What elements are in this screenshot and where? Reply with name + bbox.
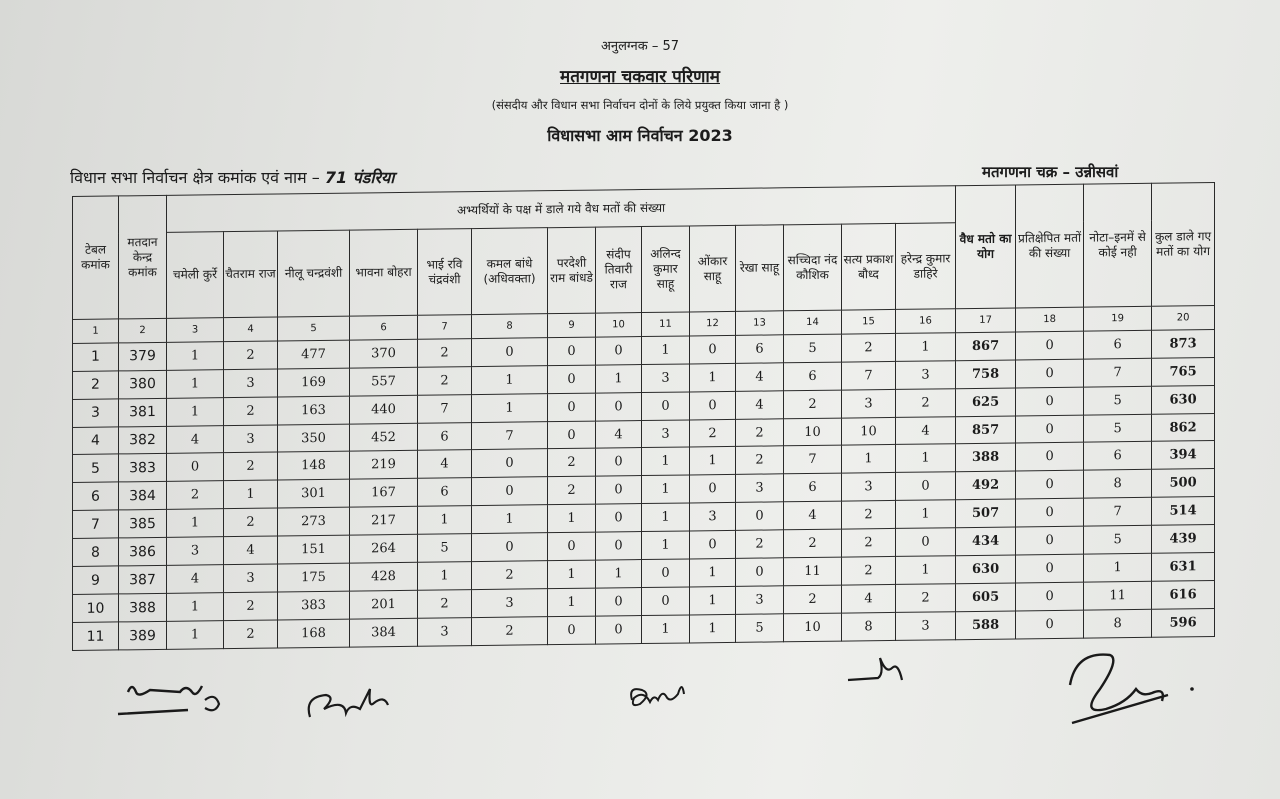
cell-rejected: 0 (1016, 610, 1084, 639)
cell-candidate-votes: 2 (842, 529, 896, 558)
cell-candidate-votes: 0 (548, 532, 596, 561)
cell-candidate-votes: 0 (548, 393, 596, 422)
cell-table-no: 7 (73, 510, 119, 538)
cell-candidate-votes: 1 (472, 505, 548, 534)
column-number: 12 (690, 311, 736, 335)
cell-candidate-votes: 2 (472, 617, 548, 646)
cell-grand-total: 394 (1152, 441, 1215, 470)
cell-candidate-votes: 4 (596, 420, 642, 448)
cell-candidate-votes: 3 (642, 364, 690, 393)
cell-candidate-votes: 1 (596, 560, 642, 588)
cell-rejected: 0 (1016, 471, 1084, 500)
column-number: 8 (472, 314, 548, 339)
cell-candidate-votes: 148 (278, 452, 350, 481)
cell-candidate-votes: 4 (896, 416, 956, 445)
header-candidate: सच्चिदा नंद कौशिक (784, 224, 842, 311)
cell-candidate-votes: 2 (472, 561, 548, 590)
cell-candidate-votes: 0 (596, 392, 642, 420)
cell-candidate-votes: 1 (167, 593, 224, 622)
cell-candidate-votes: 0 (596, 448, 642, 476)
cell-candidate-votes: 0 (472, 449, 548, 478)
document-subtitle: (संसदीय और विधान सभा निर्वाचन दोनों के लिये प्रयुक्त किया जाना है ) (491, 98, 789, 112)
cell-valid-total: 630 (956, 555, 1016, 584)
cell-candidate-votes: 1 (896, 332, 956, 361)
cell-candidate-votes: 1 (896, 444, 956, 473)
header-candidate: भाई रवि चंद्रवंशी (418, 229, 472, 316)
cell-candidate-votes: 2 (418, 338, 472, 367)
constituency-value: 71 पंडरिया (324, 168, 395, 187)
cell-candidate-votes: 3 (896, 360, 956, 389)
election-title: विधासभा आम निर्वाचन 2023 (547, 126, 733, 145)
cell-candidate-votes: 151 (278, 535, 350, 564)
header-valid-total: वैध मतो का योग (956, 185, 1016, 309)
cell-nota: 7 (1084, 358, 1152, 387)
cell-candidate-votes: 1 (167, 509, 224, 538)
cell-candidate-votes: 0 (472, 337, 548, 366)
cell-candidate-votes: 3 (642, 420, 690, 449)
cell-nota: 7 (1084, 498, 1152, 527)
cell-nota: 8 (1084, 470, 1152, 499)
cell-candidate-votes: 4 (736, 363, 784, 392)
header-candidate: परदेशी राम बांधडे (548, 227, 596, 314)
cell-candidate-votes: 3 (418, 618, 472, 647)
column-number: 1 (73, 319, 119, 343)
cell-candidate-votes: 1 (896, 556, 956, 585)
cell-candidate-votes: 3 (167, 537, 224, 566)
cell-candidate-votes: 452 (350, 423, 418, 452)
cell-candidate-votes: 1 (548, 504, 596, 533)
cell-valid-total: 857 (956, 416, 1016, 445)
cell-nota: 6 (1084, 442, 1152, 471)
column-number: 20 (1152, 306, 1215, 331)
cell-candidate-votes: 201 (350, 590, 418, 619)
cell-nota: 11 (1084, 581, 1152, 610)
cell-grand-total: 631 (1152, 553, 1215, 582)
cell-table-no: 3 (73, 399, 119, 427)
cell-nota: 8 (1084, 609, 1152, 638)
cell-candidate-votes: 2 (690, 419, 736, 447)
cell-candidate-votes: 3 (690, 503, 736, 531)
cell-valid-total: 605 (956, 583, 1016, 612)
cell-table-no: 6 (73, 482, 119, 510)
cell-booth-no: 380 (119, 370, 167, 399)
cell-candidate-votes: 0 (690, 475, 736, 503)
signature-1 (110, 670, 250, 730)
cell-valid-total: 625 (956, 388, 1016, 417)
cell-candidate-votes: 3 (224, 425, 278, 454)
cell-candidate-votes: 6 (418, 478, 472, 507)
cell-candidate-votes: 167 (350, 479, 418, 508)
column-number: 2 (119, 318, 167, 342)
cell-valid-total: 507 (956, 499, 1016, 528)
cell-candidate-votes: 1 (642, 475, 690, 504)
cell-candidate-votes: 3 (736, 586, 784, 615)
header-candidate: नीलू चन्द्रवंशी (278, 230, 350, 317)
cell-rejected: 0 (1016, 387, 1084, 416)
header-booth-no: मतदान केन्द्र कमांक (119, 195, 167, 319)
cell-candidate-votes: 0 (596, 616, 642, 645)
header-table-no: टेबल कमांक (73, 196, 119, 320)
cell-valid-total: 388 (956, 443, 1016, 472)
header-candidate: संदीप तिवारी राज (596, 227, 642, 314)
cell-candidate-votes: 2 (224, 452, 278, 481)
column-number: 9 (548, 313, 596, 337)
cell-candidate-votes: 2 (224, 397, 278, 426)
cell-table-no: 5 (73, 454, 119, 482)
cell-candidate-votes: 11 (784, 557, 842, 586)
cell-candidate-votes: 1 (548, 560, 596, 589)
cell-candidate-votes: 1 (690, 447, 736, 475)
cell-candidate-votes: 0 (596, 504, 642, 532)
cell-booth-no: 383 (119, 454, 167, 483)
cell-grand-total: 514 (1152, 497, 1215, 526)
cell-candidate-votes: 383 (278, 591, 350, 620)
cell-candidate-votes: 1 (642, 615, 690, 644)
cell-candidate-votes: 0 (472, 477, 548, 506)
column-number: 17 (956, 308, 1016, 333)
cell-candidate-votes: 219 (350, 451, 418, 480)
cell-candidate-votes: 2 (736, 418, 784, 447)
cell-valid-total: 492 (956, 471, 1016, 500)
cell-candidate-votes: 1 (167, 397, 224, 426)
cell-candidate-votes: 6 (736, 335, 784, 364)
constituency-line (70, 166, 394, 188)
cell-candidate-votes: 1 (690, 614, 736, 643)
cell-candidate-votes: 4 (418, 450, 472, 479)
cell-candidate-votes: 7 (784, 446, 842, 475)
cell-candidate-votes: 3 (842, 473, 896, 502)
cell-candidate-votes: 2 (842, 333, 896, 362)
cell-candidate-votes: 1 (548, 588, 596, 617)
cell-booth-no: 379 (119, 342, 167, 371)
cell-rejected: 0 (1016, 554, 1084, 583)
cell-nota: 1 (1084, 553, 1152, 582)
header-candidate: चमेली कुर्रे (167, 232, 224, 319)
header-candidate: भावना बोहरा (350, 229, 418, 316)
column-number: 6 (350, 315, 418, 340)
cell-candidate-votes: 10 (784, 418, 842, 447)
cell-table-no: 2 (73, 371, 119, 399)
signature-2 (300, 672, 430, 732)
cell-candidate-votes: 2 (736, 446, 784, 475)
header-candidate: चैतराम राज (224, 231, 278, 318)
signature-5 (1050, 645, 1210, 735)
cell-booth-no: 381 (119, 398, 167, 427)
cell-booth-no: 384 (119, 482, 167, 511)
cell-candidate-votes: 7 (418, 394, 472, 423)
cell-candidate-votes: 2 (548, 449, 596, 478)
cell-nota: 6 (1084, 330, 1152, 359)
column-number: 16 (896, 309, 956, 334)
header-candidate: सत्य प्रकाश बौध्द (842, 223, 896, 310)
cell-candidate-votes: 2 (224, 341, 278, 370)
cell-grand-total: 862 (1152, 413, 1215, 442)
cell-candidate-votes: 1 (690, 559, 736, 587)
cell-nota: 5 (1084, 386, 1152, 415)
cell-candidate-votes: 2 (224, 620, 278, 649)
cell-candidate-votes: 0 (736, 502, 784, 531)
cell-candidate-votes: 168 (278, 619, 350, 648)
column-number: 18 (1016, 307, 1084, 332)
cell-booth-no: 387 (119, 566, 167, 595)
cell-table-no: 9 (73, 566, 119, 594)
cell-candidate-votes: 7 (842, 361, 896, 390)
cell-candidate-votes: 8 (842, 612, 896, 641)
cell-candidate-votes: 1 (642, 447, 690, 476)
cell-rejected: 0 (1016, 331, 1084, 360)
cell-candidate-votes: 350 (278, 424, 350, 453)
header-candidate: हरेन्द्र कुमार डाहिरे (896, 223, 956, 310)
cell-candidate-votes: 2 (736, 530, 784, 559)
cell-candidate-votes: 6 (418, 422, 472, 451)
header-candidate-votes-group: अभ्यर्थियों के पक्ष में डाले गये वैध मतों की संख्या (167, 186, 956, 233)
cell-candidate-votes: 1 (842, 445, 896, 474)
cell-candidate-votes: 5 (418, 534, 472, 563)
column-number: 19 (1084, 306, 1152, 331)
column-number: 11 (642, 312, 690, 336)
cell-candidate-votes: 4 (842, 585, 896, 614)
cell-valid-total: 867 (956, 332, 1016, 361)
signature-3 (620, 678, 710, 718)
cell-candidate-votes: 440 (350, 395, 418, 424)
cell-candidate-votes: 4 (167, 565, 224, 594)
header-candidate: रेखा साहू (736, 225, 784, 312)
cell-candidate-votes: 1 (690, 363, 736, 391)
header-rejected: प्रतिक्षेपित मतों की संख्या (1016, 184, 1084, 308)
column-number: 13 (736, 311, 784, 335)
header-nota: नोटा–इनमें से कोई नही (1084, 183, 1152, 307)
cell-candidate-votes: 2 (418, 590, 472, 619)
cell-candidate-votes: 7 (472, 421, 548, 450)
cell-candidate-votes: 0 (736, 558, 784, 587)
cell-candidate-votes: 0 (690, 391, 736, 419)
cell-candidate-votes: 370 (350, 339, 418, 368)
column-number: 14 (784, 310, 842, 334)
column-number: 7 (418, 315, 472, 339)
cell-candidate-votes: 0 (548, 365, 596, 394)
cell-grand-total: 765 (1152, 357, 1215, 386)
header-candidate: ओंकार साहू (690, 225, 736, 312)
cell-candidate-votes: 3 (736, 474, 784, 503)
cell-candidate-votes: 6 (784, 362, 842, 391)
cell-candidate-votes: 0 (548, 616, 596, 645)
cell-rejected: 0 (1016, 359, 1084, 388)
results-table (72, 182, 1215, 651)
column-number: 15 (842, 309, 896, 333)
cell-booth-no: 385 (119, 510, 167, 539)
cell-booth-no: 389 (119, 621, 167, 650)
cell-candidate-votes: 1 (167, 369, 224, 398)
cell-candidate-votes: 0 (642, 392, 690, 421)
header-candidate: कमल बांधे (अधिवक्ता) (472, 228, 548, 315)
cell-candidate-votes: 2 (224, 592, 278, 621)
header-grand-total: कुल डाले गए मतों का योग (1152, 183, 1215, 307)
cell-candidate-votes: 1 (642, 336, 690, 365)
cell-candidate-votes: 1 (472, 393, 548, 422)
cell-table-no: 11 (73, 622, 119, 651)
cell-booth-no: 386 (119, 538, 167, 567)
cell-candidate-votes: 1 (642, 531, 690, 560)
cell-candidate-votes: 264 (350, 535, 418, 564)
cell-candidate-votes: 0 (596, 588, 642, 616)
cell-candidate-votes: 0 (896, 472, 956, 501)
cell-candidate-votes: 0 (167, 453, 224, 482)
cell-candidate-votes: 0 (472, 533, 548, 562)
cell-candidate-votes: 2 (784, 529, 842, 558)
cell-candidate-votes: 0 (690, 335, 736, 363)
cell-candidate-votes: 3 (842, 389, 896, 418)
cell-candidate-votes: 2 (896, 388, 956, 417)
cell-booth-no: 382 (119, 426, 167, 455)
cell-grand-total: 596 (1152, 609, 1215, 638)
cell-candidate-votes: 3 (896, 612, 956, 641)
cell-booth-no: 388 (119, 593, 167, 622)
cell-candidate-votes: 5 (784, 334, 842, 363)
cell-grand-total: 616 (1152, 581, 1215, 610)
cell-candidate-votes: 301 (278, 480, 350, 509)
cell-candidate-votes: 2 (224, 508, 278, 537)
cell-rejected: 0 (1016, 526, 1084, 555)
cell-candidate-votes: 175 (278, 563, 350, 592)
cell-candidate-votes: 1 (418, 562, 472, 591)
cell-candidate-votes: 2 (842, 501, 896, 530)
counting-round: मतगणना चक्र – उन्नीसवां (982, 163, 1119, 181)
cell-candidate-votes: 1 (418, 506, 472, 535)
cell-table-no: 4 (73, 426, 119, 454)
cell-grand-total: 873 (1152, 329, 1215, 358)
cell-candidate-votes: 1 (167, 341, 224, 370)
cell-candidate-votes: 557 (350, 367, 418, 396)
cell-grand-total: 439 (1152, 525, 1215, 554)
cell-rejected: 0 (1016, 498, 1084, 527)
cell-candidate-votes: 4 (736, 390, 784, 419)
cell-valid-total: 434 (956, 527, 1016, 556)
cell-candidate-votes: 1 (690, 586, 736, 614)
cell-candidate-votes: 2 (167, 481, 224, 510)
document-title: मतगणना चकवार परिणाम (560, 67, 720, 87)
cell-candidate-votes: 273 (278, 507, 350, 536)
cell-candidate-votes: 217 (350, 507, 418, 536)
annexure-label: अनुलग्नक – 57 (600, 39, 680, 54)
cell-grand-total: 630 (1152, 385, 1215, 414)
cell-candidate-votes: 6 (784, 473, 842, 502)
header-candidate: अलिन्द कुमार साहू (642, 226, 690, 313)
cell-candidate-votes: 2 (784, 585, 842, 614)
cell-candidate-votes: 0 (596, 476, 642, 504)
cell-candidate-votes: 0 (596, 336, 642, 364)
column-number: 3 (167, 318, 224, 342)
cell-candidate-votes: 0 (896, 528, 956, 557)
cell-candidate-votes: 5 (736, 614, 784, 643)
cell-candidate-votes: 163 (278, 396, 350, 425)
cell-candidate-votes: 0 (548, 421, 596, 450)
cell-candidate-votes: 1 (472, 365, 548, 394)
cell-candidate-votes: 384 (350, 618, 418, 647)
cell-candidate-votes: 1 (167, 621, 224, 650)
cell-candidate-votes: 2 (548, 476, 596, 505)
cell-candidate-votes: 428 (350, 562, 418, 591)
cell-candidate-votes: 0 (690, 531, 736, 559)
cell-candidate-votes: 2 (842, 557, 896, 586)
cell-rejected: 0 (1016, 415, 1084, 444)
cell-candidate-votes: 3 (224, 564, 278, 593)
cell-valid-total: 588 (956, 611, 1016, 640)
column-number: 10 (596, 313, 642, 337)
cell-candidate-votes: 10 (784, 613, 842, 642)
cell-table-no: 10 (73, 594, 119, 622)
cell-valid-total: 758 (956, 360, 1016, 389)
cell-grand-total: 500 (1152, 469, 1215, 498)
signature-4 (840, 650, 910, 690)
cell-candidate-votes: 1 (642, 503, 690, 532)
cell-candidate-votes: 4 (224, 536, 278, 565)
cell-candidate-votes: 3 (224, 369, 278, 398)
cell-candidate-votes: 3 (472, 589, 548, 618)
cell-table-no: 1 (73, 343, 119, 371)
cell-candidate-votes: 2 (418, 366, 472, 395)
cell-table-no: 8 (73, 538, 119, 566)
cell-candidate-votes: 0 (596, 532, 642, 560)
cell-rejected: 0 (1016, 582, 1084, 611)
cell-candidate-votes: 10 (842, 417, 896, 446)
cell-candidate-votes: 1 (896, 500, 956, 529)
cell-candidate-votes: 0 (642, 559, 690, 588)
cell-candidate-votes: 4 (784, 501, 842, 530)
column-number: 5 (278, 316, 350, 341)
cell-candidate-votes: 0 (548, 337, 596, 366)
cell-candidate-votes: 2 (784, 390, 842, 419)
cell-candidate-votes: 1 (224, 480, 278, 509)
constituency-label: विधान सभा निर्वाचन क्षेत्र कमांक एवं नाम – (70, 168, 320, 187)
cell-nota: 5 (1084, 414, 1152, 443)
cell-candidate-votes: 1 (596, 364, 642, 392)
cell-nota: 5 (1084, 526, 1152, 555)
cell-candidate-votes: 169 (278, 368, 350, 397)
cell-candidate-votes: 477 (278, 340, 350, 369)
cell-candidate-votes: 0 (642, 587, 690, 616)
cell-candidate-votes: 2 (896, 584, 956, 613)
cell-rejected: 0 (1016, 443, 1084, 472)
cell-candidate-votes: 4 (167, 425, 224, 454)
column-number: 4 (224, 317, 278, 341)
